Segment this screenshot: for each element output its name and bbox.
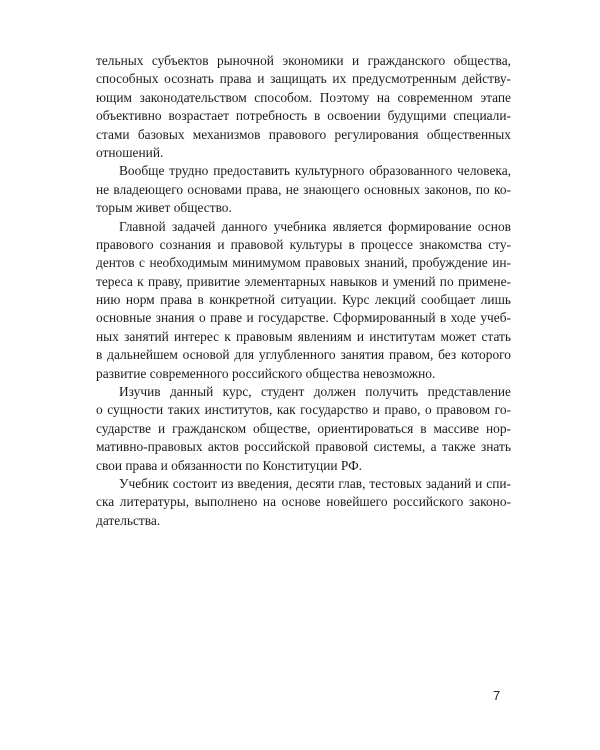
paragraph-1 <box>96 52 511 162</box>
text-line: ска литературы, выполнено на основе новейшего российского законо- <box>96 494 511 510</box>
paragraph-4 <box>96 383 511 475</box>
page-body <box>96 52 511 530</box>
text-line: правового сознания и правовой культуры в процессе знакомства сту- <box>96 236 511 252</box>
text-line: Изучив данный курс, студент должен получить представление <box>119 384 511 400</box>
text-line: мативно-правовых актов российской правовой системы, а также знать <box>96 439 511 455</box>
text-line: стами базовых механизмов правового регулирования общественных <box>96 126 511 142</box>
text-line: сударстве и гражданском обществе, ориентироваться в массиве нор- <box>96 420 511 436</box>
text-line: ных занятий интерес к правовым явлениям и институтам может стать <box>96 328 511 344</box>
paragraph-5 <box>96 475 511 530</box>
paragraph-3 <box>96 218 511 384</box>
paragraph-2 <box>96 162 511 217</box>
text-line: тельных субъектов рыночной экономики и гражданского общества, <box>96 53 511 68</box>
text-line: Главной задачей данного учебника является формирование основ <box>119 218 511 234</box>
text-line: ющим законодательством способом. Поэтому на современном этапе <box>96 89 511 105</box>
text-line: не владеющего основами права, не знающего основных законов, по ко- <box>96 181 511 197</box>
text-line: о сущности таких институтов, как государство и право, о правовом го- <box>96 402 511 418</box>
page-number: 7 <box>493 688 501 703</box>
text-line: нию норм права в конкретной ситуации. Курс лекций сообщает лишь <box>96 292 511 308</box>
text-line: Вообще трудно предоставить культурного образованного человека, <box>119 163 511 179</box>
text-line: развитие современного российского общества невозможно. <box>96 365 436 381</box>
text-line: объективно возрастает потребность в освоении будущими специали- <box>96 108 511 124</box>
text-line: Учебник состоит из введения, десяти глав, тестовых заданий и спи- <box>119 475 511 491</box>
text-line: тереса к праву, привитие элементарных навыков и умений по примене- <box>96 273 511 289</box>
text-line: дентов с необходимым минимумом правовых знаний, пробуждение ин- <box>96 255 511 271</box>
text-line: дательства. <box>96 512 161 528</box>
text-line: основные знания о праве и государстве. Сформированный в ходе учеб- <box>96 310 511 326</box>
text-line: торым живет общество. <box>96 200 232 216</box>
text-line: в дальнейшем основой для углубленного занятия правом, без которого <box>96 347 511 363</box>
text-line: способных осознать права и защищать их предусмотренным действу- <box>96 71 511 87</box>
text-line: отношений. <box>96 144 164 160</box>
text-line: свои права и обязанности по Конституции РФ. <box>96 457 363 473</box>
